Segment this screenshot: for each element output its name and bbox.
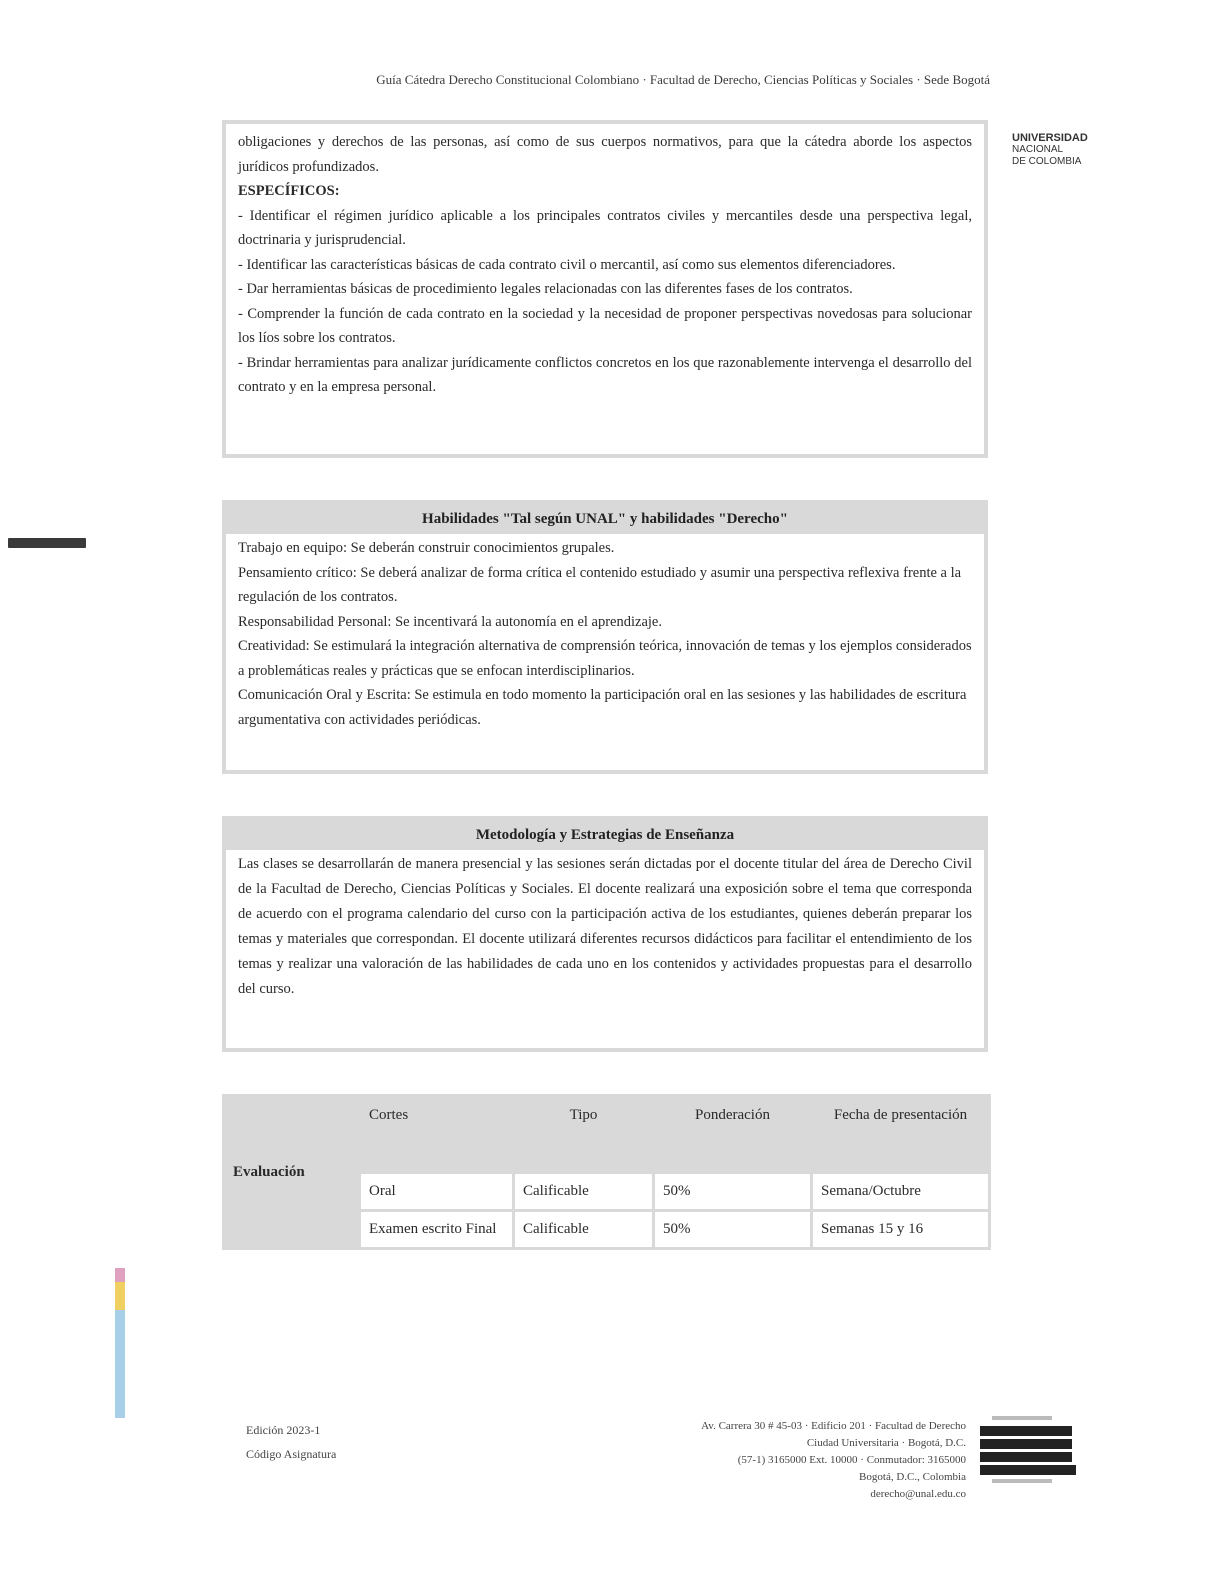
specific-objectives-heading: ESPECÍFICOS: xyxy=(238,183,340,199)
table-cell: Calificable xyxy=(514,1173,654,1211)
methodology-text: Las clases se desarrollarán de manera presencial y las sesiones serán dictadas por el docente titular del área de Derecho Civil de la Facultad de Derecho, Ciencias Políticas y Sociales. El docente realizará una exposición sobre el tema que corresponda de acuerdo con el programa calendario del curso con la participación activa de los estudiantes, quienes deberán preparar los temas y materiales que correspondan. El docente utilizará diferentes recursos didácticos para facilitar el entendimiento de los temas y realizar una valoración de las habilidades de cada uno en los contenidos y actividades propuestas para el desarrollo del curso. xyxy=(238,856,972,997)
logo-line-2: NACIONAL xyxy=(1012,144,1064,155)
skills-box xyxy=(222,500,988,774)
footer-address xyxy=(640,1418,966,1503)
skill-item: Trabajo en equipo: Se deberán construir conocimientos grupales. xyxy=(238,540,615,556)
strip-blue xyxy=(115,1310,125,1418)
methodology-box xyxy=(222,816,988,1052)
footer-logo xyxy=(980,1416,1072,1500)
table-cell: Calificable xyxy=(514,1211,654,1249)
footer-logo-cap xyxy=(992,1416,1052,1420)
methodology-title: Metodología y Estrategias de Enseñanza xyxy=(226,820,984,850)
footer-address-line: Bogotá, D.C., Colombia xyxy=(859,1471,966,1483)
color-strip-decoration xyxy=(115,1268,125,1418)
university-logo xyxy=(1012,132,1112,168)
table-cell: 50% xyxy=(654,1173,812,1211)
footer-logo-bar xyxy=(980,1465,1076,1475)
footer-email[interactable]: derecho@unal.edu.co xyxy=(870,1488,966,1500)
table-cell: Examen escrito Final xyxy=(360,1211,514,1249)
footer-logo-base xyxy=(992,1479,1052,1483)
footer-left xyxy=(246,1418,336,1466)
objective-item: - Comprender la función de cada contrato en la sociedad y la necesidad de proponer perspectivas novedosas para solucionar los líos sobre los contratos. xyxy=(238,305,972,346)
objective-item: - Identificar el régimen jurídico aplicable a los principales contratos civiles y mercantiles desde una perspectiva legal, doctrinaria y jurisprudencial. xyxy=(238,207,972,248)
objective-item: - Dar herramientas básicas de procedimiento legales relacionadas con las diferentes fases de los contratos. xyxy=(238,281,853,297)
strip-pink xyxy=(115,1268,125,1282)
column-header-fecha: Fecha de presentación xyxy=(812,1096,990,1173)
footer-logo-bar xyxy=(980,1426,1072,1436)
footer-left-line: Código Asignatura xyxy=(246,1447,337,1461)
objectives-intro: obligaciones y derechos de las personas, así como de sus cuerpos normativos, para que la cátedra aborde los aspectos jurídicos profundizados. xyxy=(238,134,972,175)
skill-item: Responsabilidad Personal: Se incentivará la autonomía en el aprendizaje. xyxy=(238,613,662,630)
logo-line-1: UNIVERSIDAD xyxy=(1012,132,1088,144)
objective-item: - Identificar las características básicas de cada contrato civil o mercantil, así como sus elementos diferenciadores. xyxy=(238,256,896,273)
table-cell: 50% xyxy=(654,1211,812,1249)
objective-item: - Brindar herramientas para analizar jurídicamente conflictos concretos en los que razonablemente intervenga el desarrollo del contrato y en la empresa personal. xyxy=(238,354,972,395)
evaluation-table xyxy=(222,1094,991,1250)
table-cell: Semana/Octubre xyxy=(812,1173,990,1211)
logo-line-3: DE COLOMBIA xyxy=(1012,156,1082,167)
skill-item: Pensamiento crítico: Se deberá analizar de forma crítica el contenido estudiado y asumir una perspectiva reflexiva frente a la regulación de los contratos. xyxy=(238,564,962,605)
skill-item: Comunicación Oral y Escrita: Se estimula en todo momento la participación oral en las sesiones y las habilidades de escritura argumentativa con actividades periódicas. xyxy=(238,687,967,728)
footer-logo-bar xyxy=(980,1452,1072,1462)
footer-logo-bar xyxy=(980,1439,1072,1449)
footer-left-line: Edición 2023-1 xyxy=(246,1423,321,1437)
skill-item: Creatividad: Se estimulará la integración alternativa de comprensión teórica, innovación de temas y los ejemplos considerados a problemáticas reales y prácticas que se enfocan interdisciplinarios. xyxy=(238,638,972,679)
footer-address-line: (57-1) 3165000 Ext. 10000 · Conmutador: 3165000 xyxy=(737,1454,966,1466)
objectives-box xyxy=(222,120,988,458)
column-header-cortes: Cortes xyxy=(360,1096,514,1173)
footer-address-line: Ciudad Universitaria · Bogotá, D.C. xyxy=(806,1437,966,1449)
column-header-ponderacion: Ponderación xyxy=(654,1096,812,1173)
table-cell: Oral xyxy=(360,1173,514,1211)
side-tag-decoration xyxy=(8,538,86,548)
running-header: Guía Cátedra Derecho Constitucional Colombiano · Facultad de Derecho, Ciencias Políticas y Sociales · Sede Bogotá xyxy=(376,72,990,87)
footer-address-line: Av. Carrera 30 # 45-03 · Edificio 201 · Facultad de Derecho xyxy=(701,1420,966,1432)
table-cell: Semanas 15 y 16 xyxy=(812,1211,990,1249)
column-header-tipo: Tipo xyxy=(514,1096,654,1173)
strip-yellow xyxy=(115,1282,125,1310)
skills-title: Habilidades "Tal según UNAL" y habilidades "Derecho" xyxy=(226,504,984,534)
evaluation-label: Evaluación xyxy=(224,1096,360,1249)
